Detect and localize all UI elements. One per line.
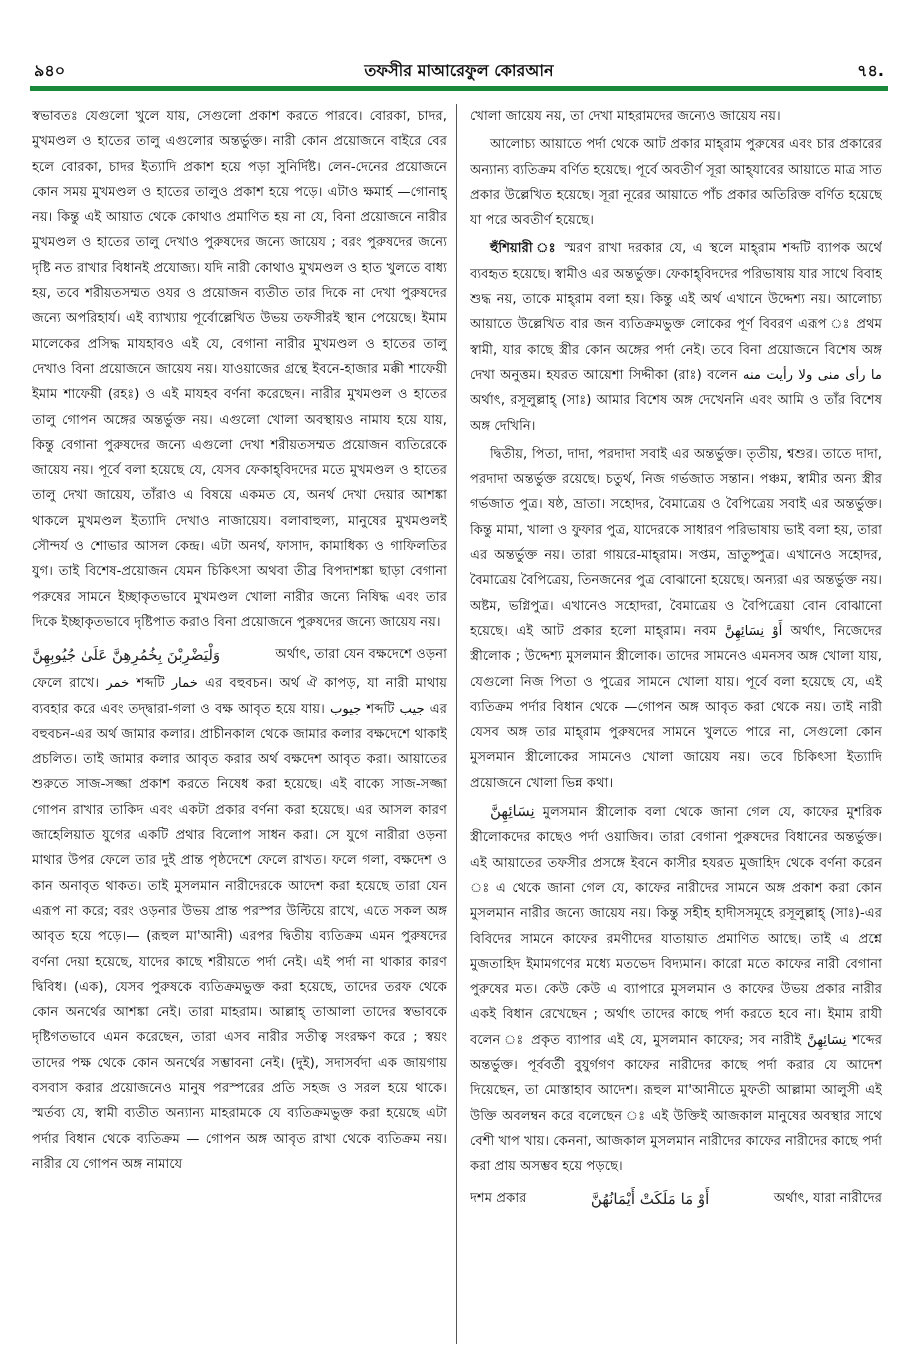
- verse-meaning: অর্থাৎ, যারা নারীদের: [773, 1191, 882, 1207]
- arabic-verse: وَلْيَضْرِبْنَ بِخُمُرِهِنَّ عَلَىٰ جُيُوبِهِنَّ: [32, 646, 221, 665]
- paragraph: খোলা জায়েয নয়, তা দেখা মাহরামদের জন্যেও জায়েয নয়।: [470, 109, 781, 124]
- paragraph: স্বভাবতঃ যেগুলো খুলে যায়, সেগুলো প্রকাশ করতে পারবে। বোরকা, চাদর, মুখমণ্ডল ও হাতের তালু এগুলোর অন্তর্ভুক্ত। নারী কোন প্রয়োজনে বাইরে বের হলে বোরকা, চাদর ইত্যাদি প্রকাশ হয়ে পড়া সুনির্দিষ্ট। লেন-দেনের প্রয়োজনে কোন সময় মুখমণ্ডল ও হাতের তালুও প্রকাশ হয়ে পড়ে। এটাও ক্ষমার্হ —গোনাহ্ নয়। কিন্তু এই আয়াত থেকে কোথাও প্রমাণিত হয় না যে, বিনা প্রয়োজনে নারীর মুখমণ্ডল ও হাতের তালু দেখাও পুরুষদের জন্যে জায়েয ; বরং পুরুষদের জন্যে দৃষ্টি নত রাখার বিধানই প্রযোজ্য। যদি নারী কোথাও মুখমণ্ডল ও হাত খুলতে বাধ্য হয়, তবে শরীয়তসম্মত ওযর ও প্রয়োজন ব্যতীত তার দিকে না দেখা পুরুষদের জন্যে অপরিহার্য। এই ব্যাখ্যায় পূর্বোল্লেখিত উভয় তফসীরই স্থান পেয়েছে। ইমাম মালেকের প্রসিদ্ধ মাযহাবও এই যে, বেগানা নারীর মুখমণ্ডল ও হাতের তালু দেখাও বিনা প্রয়োজনে জায়েয নয়। যাওয়াজের গ্রন্থে ইবনে-হাজার মক্কী শাফেয়ী ইমাম শাফেয়ী (রহঃ) ও এই মাযহব বর্ণনা করেছেন। নারীর মুখমণ্ডল ও হাতের তালু গোপন অঙ্গের অন্তর্ভুক্ত নয়। এগুলো খোলা অবস্থায়ও নামায হয়ে যায়, কিন্তু বেগানা পুরুষদের জন্যে এগুলো দেখা শরীয়তসম্মত প্রয়োজন ব্যতিরেকে জায়েয নয়। পূর্বে বলা হয়েছে যে, যেসব ফেকাহ্‌বিদদের মতে মুখমণ্ডল ও হাতের তালু দেখা জায়েয, তাঁরাও এ বিষয়ে একমত যে, অনর্থ দেখা দেয়ার আশঙ্কা থাকলে মুখমণ্ডল ইত্যাদি দেখাও নাজায়েয। বলাবাহুল্য, মানুষের মুখমণ্ডলই সৌন্দর্য ও শোভার আসল কেন্দ্র। এটা অনর্থ, ফাসাদ, কামাধিক্য ও গাফিলতির যুগ। তাই বিশেষ-প্রয়োজন যেমন চিকিৎসা অথবা তীব্র বিপদাশঙ্কা ছাড়া বেগানা পরুষের সামনে ইচ্ছাকৃতভাবে মুখমণ্ডল খোলা নারীর জন্যে নিষিদ্ধ এবং তার দিকে ইচ্ছাকৃতভাবে দৃষ্টিপাত করাও বিনা প্রয়োজনে পুরুষদের জন্যে জায়েয নয়।: [32, 109, 447, 630]
- paragraph: ফেলে রাখে। خمر শব্দটি خمار এর বহুবচন। অর্থ ঐ কাপড়, যা নারী মাথায় ব্যবহার করে এবং তদ্দ্বারা-গলা ও বক্ষ আবৃত হয়ে যায়। جيوب শব্দটি جيب এর বহুবচন-এর অর্থ জামার কলার। প্রাচীনকাল থেকে জামার কলার বক্ষদেশে থাকাই প্রচলিত। তাই জামার কলার আবৃত করার অর্থ বক্ষদেশ আবৃত করা। আয়াতের শুরুতে সাজ-সজ্জা প্রকাশ করতে নিষেধ করা হয়েছে। এই বাক্যে সাজ-সজ্জা গোপন রাখার তাকিদ এবং একটা প্রকার বর্ণনা করা হয়েছে। এর আসল কারণ জাহেলিয়াত যুগের একটি প্রথার বিলোপ সাধন করা। সে যুগে নারীরা ওড়না মাথার উপর ফেলে তার দুই প্রান্ত পৃষ্ঠদেশে ফেলে রাখত। ফলে গলা, বক্ষদেশ ও কান অনাবৃত থাকত। তাই মুসলমান নারীদেরকে আদেশ করা হয়েছে তারা যেন এরূপ না করে; বরং ওড়নার উভয় প্রান্ত পরস্পর উল্টিয়ে রাখে, এতে সকল অঙ্গ আবৃত হয়ে পড়ে।— (রূহুল মা'আনী) এরপর দ্বিতীয় ব্যতিক্রম এমন পুরুষদের বর্ণনা দেয়া হয়েছে, যাদের কাছে শরীয়তে পর্দা নেই। এই পর্দা না থাকার কারণ দ্বিবিধ। (এক), যেসব পুরুষকে ব্যতিক্রমভুক্ত করা হয়েছে, তাদের তরফ থেকে কোন অনর্থের আশঙ্কা নেই। তারা মাহরাম। আল্লাহ্ তাআলা তাদের স্বভাবকে দৃষ্টিগতভাবে এমন করেছেন, তারা এসব নারীর সতীত্ব সংরক্ষণ করে ; স্বয়ং তাদের পক্ষ থেকে কোন অনর্থের সম্ভাবনা নেই। (দুই), সদাসর্বদা এক জায়গায় বসবাস করার প্রয়োজনেও মানুষ পরস্পরের প্রতি সহজ ও সরল হয়ে থাকে। স্মর্তব্য যে, স্বামী ব্যতীত অন্যান্য মাহরামকে যে ব্যতিক্রমভুক্ত করা হয়েছে এটা পর্দার বিধান থেকে ব্যতিক্রম — গোপন অঙ্গ আবৃত রাখা থেকে ব্যতিক্রম নয়। নারীর যে গোপন অঙ্গ নামাযে: [32, 676, 447, 1172]
- verse-quote: [32, 641, 447, 669]
- paragraph: [470, 799, 882, 1179]
- verse-quote: [470, 1185, 882, 1213]
- warning-label: হুঁশিয়ারী ঃ: [490, 241, 558, 257]
- column-divider: [456, 104, 457, 1344]
- left-column: [32, 104, 447, 1344]
- paragraph: আলোচ্য আয়াতে পর্দা থেকে আট প্রকার মাহ্‌রাম পুরুষের এবং চার প্রকারের অন্যান্য ব্যতিক্রম বর্ণিত হয়েছে। পূর্বে অবতীর্ণ সূরা আহ্‌যাবের আয়াতে মাত্র সাত প্রকার উল্লেখিত হয়েছে। সূরা নূরের আয়াতে পাঁচ প্রকার অতিরিক্ত বর্ণিত হয়েছে যা পরে অবতীর্ণ হয়েছে।: [470, 137, 882, 229]
- paragraph: দ্বিতীয়, পিতা, দাদা, পরদাদা সবাই এর অন্তর্ভুক্ত। তৃতীয়, শ্বশুর। তাতে দাদা, পরদাদা অন্তর্ভুক্ত রয়েছে। চতুর্থ, নিজ গর্ভজাত সন্তান। পঞ্চম, স্বামীর অন্য স্ত্রীর গর্ভজাত পুত্র। ষষ্ঠ, ভ্রাতা। সহোদর, বৈমাত্রেয় ও বৈপিত্রেয় সবাই এর অন্তর্ভুক্ত। কিন্তু মামা, খালা ও ফুফার পুত্র, যাদেরকে সাধারণ পরিভাষায় ভাই বলা হয়, তারা এর অন্তর্ভুক্ত নয়। তারা গায়রে-মাহ্‌রাম। সপ্তম, ভ্রাতুষ্পুত্র। এখানেও সহোদর, বৈমাত্রেয় বৈপিত্রেয়, তিনজনের পুত্র বোঝানো হয়েছে। অন্যরা এর অন্তর্ভুক্ত নয়। অষ্টম, ভগ্নিপুত্র। এখানেও সহোদরা, বৈমাত্রেয় ও বৈপিত্রেয়া বোন বোঝানো হয়েছে। এই আট প্রকার হলো মাহ্‌রাম। নবম أَوْ نِسَائِهِنَّ অর্থাৎ, নিজেদের স্ত্রীলোক ; উদ্দেশ্য মুসলমান স্ত্রীলোক। তাদের সামনেও এমনসব অঙ্গ খোলা যায়, যেগুলো নিজ পিতা ও পুত্রের সামনে খোলা যায়। পূর্বে বলা হয়েছে যে, এই ব্যতিক্রম পর্দার বিধান থেকে —গোপন অঙ্গ আবৃত করা থেকে নয়। তাই নারী যেসব অঙ্গ তার মাহ্‌রাম পুরুষদের সামনে খুলতে পারে না, সেগুলো কোন মুসলমান স্ত্রীলোকের সামনেও খোলা জায়েয নয়। তবে চিকিৎসা ইত্যাদি প্রয়োজনে খোলা ভিন্ন কথা।: [470, 446, 882, 791]
- warning-text: স্মরণ রাখা দরকার যে, এ স্থলে মাহ্‌রাম শব্দটি ব্যাপক অর্থে ব্যবহৃত হয়েছে। স্বামীও এর অন্তর্ভুক্ত। ফেকাহ্‌বিদদের পরিভাষায় যার সাথে বিবাহ শুদ্ধ নয়, তাকে মাহ্‌রাম বলা হয়। কিন্তু এই অর্থ এখানে উদ্দেশ্য নয়। আলোচ্য আয়াতে উল্লেখিত বার জন ব্যতিক্রমভুক্ত লোকের পূর্ণ বিবরণ এরূপ ঃ প্রথম স্বামী, যার কাছে স্ত্রীর কোন অঙ্গের পর্দা নেই। তবে বিনা প্রয়োজনে বিশেষ অঙ্গ দেখা অনুত্তম। হযরত আয়েশা সিদ্দীকা (রাঃ) বলেন ما رأى منى ولا رأيت منه অর্থাৎ, রসূলুল্লাহ্ (সাঃ) আমার বিশেষ অঙ্গ দেখেননি এবং আমি ও তাঁর বিশেষ অঙ্গ দেখিনি।: [470, 241, 882, 434]
- header-rule: [30, 86, 888, 91]
- right-column: [470, 104, 882, 1344]
- verse-meaning: অর্থাৎ, তারা যেন বক্ষদেশে ওড়না: [275, 647, 447, 663]
- warning-paragraph: [470, 236, 882, 438]
- running-title: তফসীর মাআরেফুল কোরআন: [364, 61, 554, 80]
- verse-number: ৭৪.: [857, 61, 884, 80]
- category-label: দশম প্রকার: [470, 1191, 527, 1207]
- arabic-word: نِسَائِهِنَّ: [490, 802, 535, 821]
- page-number: ৯৪০: [34, 61, 66, 80]
- paragraph-text: মুলসমান স্ত্রীলোক বলা থেকে জানা গেল যে, কাফের মুশরিক স্ত্রীলোকদের কাছেও পর্দা ওয়াজিব। তারা বেগানা পুরুষদের বিধানের অন্তর্ভুক্ত। এই আয়াতের তফসীর প্রসঙ্গে ইবনে কাসীর হযরত মুজাহিদ থেকে বর্ণনা করেন ঃ এ থেকে জানা গেল যে, কাফের নারীদের সামনে অঙ্গ প্রকাশ করা কোন মুসলমান নারীর জন্যে জায়েয নয়। কিন্তু সহীহ হাদীসসমূহে রসূলুল্লাহ্ (সাঃ)-এর বিবিদের সামনে কাফের রমণীদের যাতায়াত প্রমাণিত আছে। তাই এ প্রশ্নে মুজতাহিদ ইমামগণের মধ্যে মতভেদ বিদ্যমান। কারো মতে কাফের নারী বেগানা পুরুষের মত। কেউ কেউ এ ব্যাপারে মুসলমান ও কাফের উভয় প্রকার নারীর একই বিধান রেখেছেন ; অর্থাৎ তাদের কাছে পর্দা করতে হবে না। ইমাম রাযী বলেন ঃ প্রকৃত ব্যাপার এই যে, মুসলমান কাফের; সব নারীই نِسَائِهِنَّ শব্দের অন্তর্ভুক্ত। পূর্ববর্তী বুযুর্গগণ কাফের নারীদের কাছে পর্দা করার যে আদেশ দিয়েছেন, তা মোস্তাহাব আদেশ। রূহুল মা'আনীতে মুফতী আল্লামা আলুসী এই উক্তি অবলম্বন করে বলেছেন ঃ এই উক্তিই আজকাল মানুষের অবস্থার সাথে বেশী খাপ খায়। কেননা, আজকাল মুসলমান নারীদের কাফের নারীদের কাছে পর্দা করা প্রায় অসম্ভব হয়ে পড়ছে।: [470, 805, 882, 1175]
- arabic-verse: أَوْ مَا مَلَكَتْ أَيْمَانُهُنَّ: [590, 1190, 710, 1209]
